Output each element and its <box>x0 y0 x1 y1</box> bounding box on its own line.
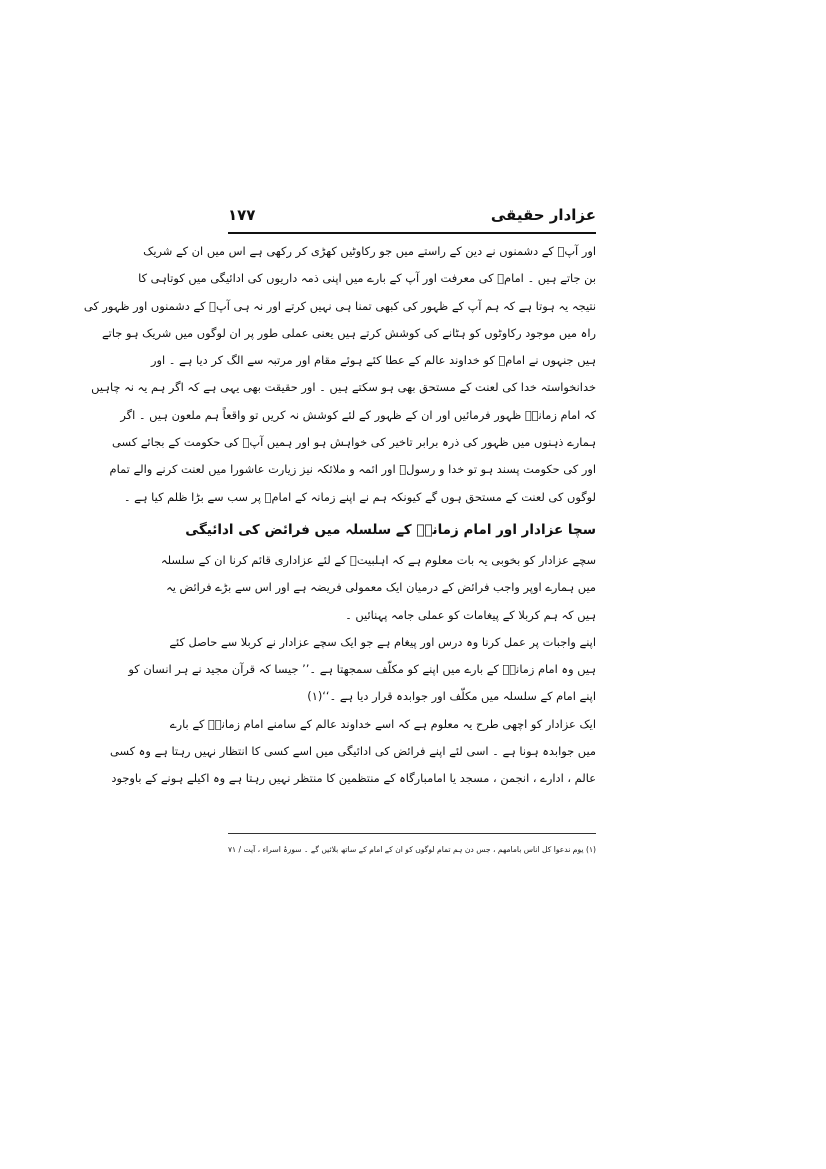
text-line: راہ میں موجود رکاوٹوں کو ہٹانے کی کوشش کرتے ہیں یعنی عملی طور پر ان لوگوں میں شریک ہو جاتے <box>101 325 596 340</box>
page-header <box>228 203 596 231</box>
paragraph-2 <box>160 547 596 629</box>
text-line: اور آپؑ کے دشمنوں نے دین کے راستے میں جو رکاوٹیں کھڑی کر رکھی ہے اس میں ان کے شریک <box>143 244 596 258</box>
footnote: (۱) یوم ندعوا کل اناس بامامھم ، جس دن ہم تمام لوگوں کو ان کے امام کے ساتھ بلائیں گے ۔ سورۂ اسراء ، آیت / ۷۱ <box>227 845 596 854</box>
text-line: بن جاتے ہیں ۔ امامؑ کی معرفت اور آپ کے بارے میں اپنی ذمہ داریوں کی ادائیگی میں کوتاہی کا <box>138 271 596 286</box>
header-rule <box>228 232 596 234</box>
paragraph-4 <box>109 711 596 793</box>
text-line: ایک عزادار کو اچھی طرح یہ معلوم ہے کہ اسے خداوند عالم کے سامنے امام زمانہؑ کے بارے <box>169 716 596 731</box>
text-line: لوگوں کی لعنت کے مستحق ہوں گے کیونکہ ہم نے اپنے زمانہ کے امامؑ پر سب سے بڑا ظلم کیا ہے ۔ <box>123 489 596 504</box>
text-line: میں جوابدہ ہونا ہے ۔ اسی لئے اپنے فرائض کی ادائیگی میں اسے کسی کا انتظار نہیں رہتا ہے وہ کسی <box>109 744 596 759</box>
text-line: اور کی حکومت پسند ہو تو خدا و رسولؐ اور ائمہ و ملائکہ نیز زیارت عاشورا میں لعنت کرنے والے تمام <box>109 462 596 477</box>
text-line: ہمارے ذہنوں میں ظہور کی ذرہ برابر تاخیر کی خواہش ہو اور ہمیں آپؑ کی حکومت کے بجائے کسی <box>112 435 596 450</box>
section-heading: سچا عزادار اور امام زمانہؑ کے سلسلہ میں فرائض کی ادائیگی <box>185 521 596 538</box>
paragraph-3 <box>128 629 596 711</box>
text-line: ہیں وہ امام زمانہؑ کے بارے میں اپنے کو مکلّف سمجھتا ہے ۔’’ جیسا کہ قرآن مجید نے ہر انسان کو <box>128 662 596 677</box>
running-title: عزادار حقیقی <box>490 206 596 224</box>
text-line: میں ہمارے اوپر واجب فرائض کے درمیان ایک معمولی فریضہ ہے اور اس سے بڑے فرائض یہ <box>166 580 596 595</box>
text-line: اپنے امام کے سلسلہ میں مکلّف اور جوابدہ قرار دیا ہے ۔‘‘(۱) <box>307 689 596 704</box>
text-line: کہ امام زمانہؑ ظہور فرمائیں اور ان کے ظہور کے لئے کوشش نہ کریں تو واقعاً ہم ملعون ہیں ۔ اگر <box>120 407 596 422</box>
body-text <box>83 238 596 793</box>
paragraph-1 <box>83 238 596 511</box>
text-line: اپنے واجبات پر عمل کرنا وہ درس اور پیغام ہے جو ایک سچے عزادار نے کربلا سے حاصل کئے <box>169 634 596 649</box>
page-number: ۱۷۷ <box>228 206 256 224</box>
text-line: ہیں کہ ہم کربلا کے پیغامات کو عملی جامہ پہنائیں ۔ <box>345 607 596 622</box>
text-line: خدانخواستہ خدا کی لعنت کے مستحق بھی ہو سکتے ہیں ۔ اور حقیقت بھی یہی ہے کہ اگر ہم یہ نہ چاہیں <box>91 380 596 395</box>
footnote-rule <box>228 833 596 834</box>
text-line: نتیجہ یہ ہوتا ہے کہ ہم آپ کے ظہور کی کبھی تمنا ہی نہیں کرتے اور نہ ہی آپؑ کے دشمنوں اور ظہور کی <box>83 298 596 313</box>
text-line: ہیں جنہوں نے امامؑ کو خداوند عالم کے عطا کئے ہوئے مقام اور مرتبہ سے الگ کر دیا ہے ۔ اور <box>150 353 596 368</box>
text-line: عالم ، ادارے ، انجمن ، مسجد یا امامبارگاہ کے منتظمین کا منتظر نہیں رہتا ہے وہ اکیلے ہونے کے باوجود <box>111 771 596 786</box>
text-line: سچے عزادار کو بخوبی یہ بات معلوم ہے کہ اہلبیتؑ کے لئے عزاداری قائم کرنا ان کے سلسلہ <box>160 552 596 567</box>
